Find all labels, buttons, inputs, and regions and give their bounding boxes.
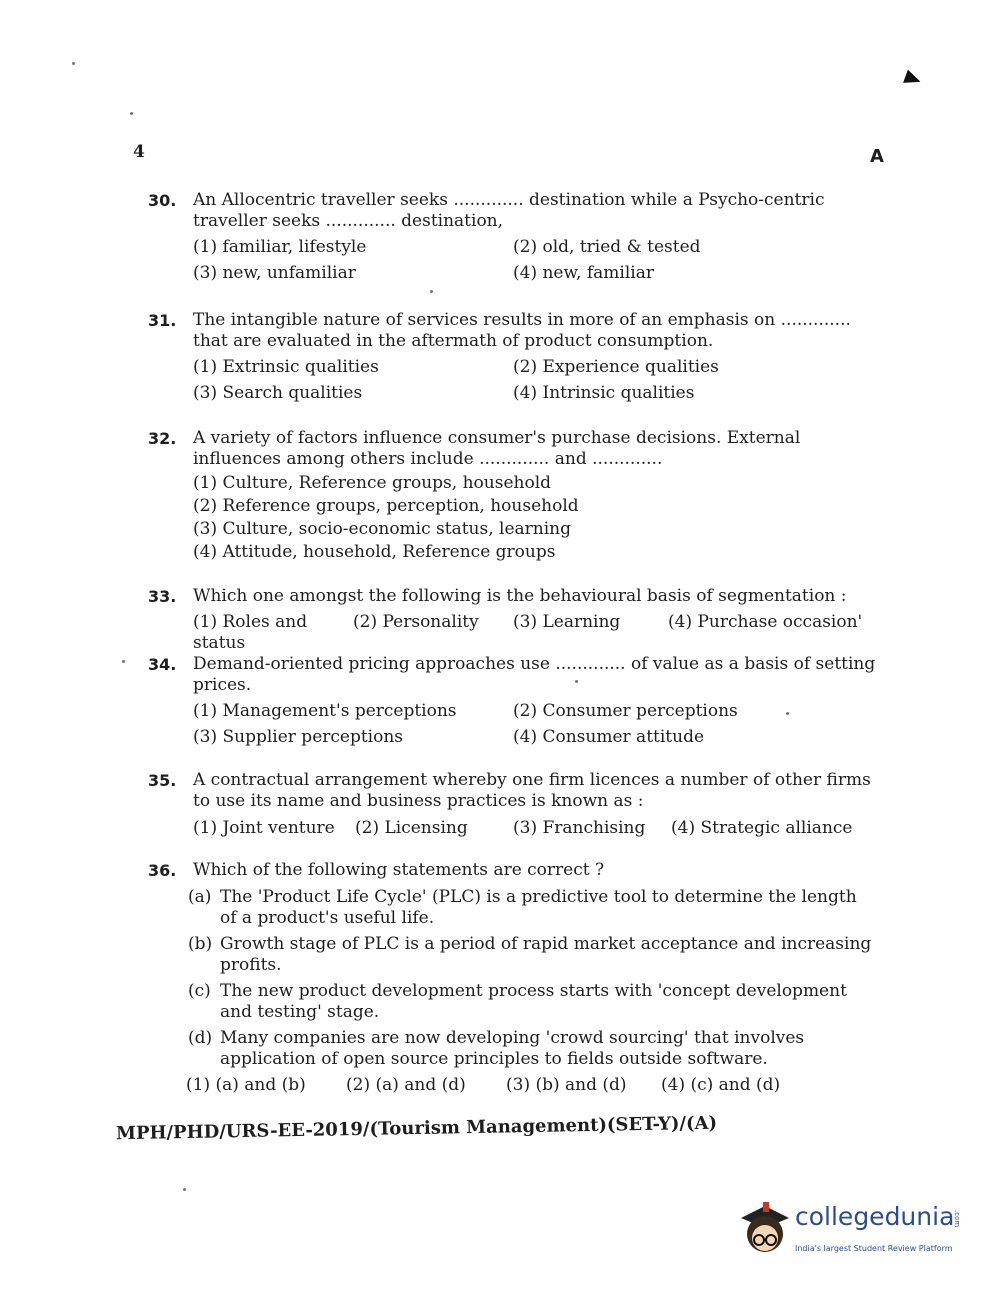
option-1: (1) Management's perceptions bbox=[193, 701, 457, 721]
question-number: 35. bbox=[148, 771, 177, 790]
exam-code-footer: MPH/PHD/URS-EE-2019/(Tourism Management)(SET-Y)/(A) bbox=[115, 1112, 718, 1145]
question-number: 36. bbox=[148, 861, 177, 880]
statement-label: (b) bbox=[188, 934, 213, 954]
statement-text: Growth stage of PLC is a period of rapid market acceptance and increasing profits. bbox=[220, 934, 872, 975]
options bbox=[193, 357, 876, 404]
statement-text: Many companies are now developing 'crowd sourcing' that involves application of open source principles to fields outside software. bbox=[220, 1028, 805, 1069]
option-2: (2) Experience qualities bbox=[513, 357, 719, 377]
question-stem: A contractual arrangement whereby one firm licences a number of other firms to use its name and business practices is known as : bbox=[193, 770, 871, 811]
question-stem: Demand-oriented pricing approaches use ............. of value as a basis of setting prices. bbox=[193, 654, 876, 695]
option-3: (3) Learning bbox=[513, 612, 621, 632]
question-stem: A variety of factors influence consumer's purchase decisions. External influences among others include ............. and ............. bbox=[193, 428, 801, 469]
option-4: (4) Consumer attitude bbox=[513, 727, 705, 747]
option-4: (4) Attitude, household, Reference groups bbox=[193, 542, 556, 562]
brand-tagline: India's largest Student Review Platform bbox=[795, 1244, 953, 1253]
statement-c bbox=[188, 981, 876, 1023]
statement-b bbox=[188, 934, 876, 976]
option-1: (1) familiar, lifestyle bbox=[193, 237, 367, 257]
option-4: (4) (c) and (d) bbox=[661, 1075, 781, 1095]
statement-label: (c) bbox=[188, 981, 211, 1001]
option-2: (2) Reference groups, perception, household bbox=[193, 496, 579, 516]
question-35 bbox=[148, 770, 876, 839]
question-stem: Which one amongst the following is the behavioural basis of segmentation : bbox=[193, 586, 847, 606]
question-number: 33. bbox=[148, 587, 177, 606]
statement-label: (a) bbox=[188, 887, 212, 907]
option-3: (3) Supplier perceptions bbox=[193, 727, 404, 747]
option-4: (4) Purchase occasion' bbox=[668, 612, 863, 632]
question-stem: Which of the following statements are correct ? bbox=[193, 860, 605, 880]
question-31 bbox=[148, 310, 876, 404]
option-1: (1) (a) and (b) bbox=[186, 1075, 306, 1095]
option-3: (3) (b) and (d) bbox=[506, 1075, 627, 1095]
question-number: 34. bbox=[148, 655, 177, 674]
question-32 bbox=[148, 428, 876, 565]
question-stem: The intangible nature of services results in more of an emphasis on ............. that are evaluated in the aftermath of product consumption. bbox=[193, 310, 851, 351]
options bbox=[193, 818, 876, 839]
collegedunia-watermark bbox=[735, 1198, 965, 1260]
options bbox=[193, 473, 876, 563]
statement-label: (d) bbox=[188, 1028, 213, 1048]
options bbox=[193, 701, 876, 748]
mascot-icon bbox=[735, 1198, 793, 1258]
option-2: (2) (a) and (d) bbox=[346, 1075, 466, 1095]
option-3: (3) Culture, socio-economic status, learning bbox=[193, 519, 572, 539]
statement-d bbox=[188, 1028, 876, 1070]
statements bbox=[188, 887, 876, 1070]
question-34 bbox=[148, 654, 876, 748]
option-2: (2) Licensing bbox=[355, 818, 468, 838]
question-36 bbox=[148, 860, 876, 1096]
question-number: 32. bbox=[148, 429, 177, 448]
question-number: 30. bbox=[148, 191, 177, 210]
option-1: (1) Extrinsic qualities bbox=[193, 357, 379, 377]
option-2: (2) Consumer perceptions bbox=[513, 701, 738, 721]
page-number: 4 bbox=[133, 142, 145, 162]
option-4: (4) new, familiar bbox=[513, 263, 654, 283]
set-label: A bbox=[870, 146, 884, 167]
brand-name: collegedunia bbox=[795, 1202, 955, 1231]
question-33 bbox=[148, 586, 876, 654]
option-3: (3) Search qualities bbox=[193, 383, 363, 403]
options bbox=[193, 612, 876, 654]
options bbox=[186, 1075, 876, 1096]
option-4: (4) Intrinsic qualities bbox=[513, 383, 695, 403]
options bbox=[193, 237, 876, 284]
option-2: (2) Personality bbox=[353, 612, 479, 632]
question-stem: An Allocentric traveller seeks ............. destination while a Psycho-centric traveller seeks ............. destination, bbox=[193, 190, 825, 231]
statement-text: The 'Product Life Cycle' (PLC) is a predictive tool to determine the length of a product's useful life. bbox=[220, 887, 857, 928]
brand-suffix: .com bbox=[953, 1210, 961, 1228]
corner-mark bbox=[903, 70, 923, 89]
question-number: 31. bbox=[148, 311, 177, 330]
option-3: (3) new, unfamiliar bbox=[193, 263, 356, 283]
option-1: (1) Culture, Reference groups, household bbox=[193, 473, 552, 493]
question-30 bbox=[148, 190, 876, 284]
option-4: (4) Strategic alliance bbox=[671, 818, 853, 838]
option-2: (2) old, tried & tested bbox=[513, 237, 701, 257]
option-1: (1) Roles and status bbox=[193, 612, 308, 653]
statement-a bbox=[188, 887, 876, 929]
option-3: (3) Franchising bbox=[513, 818, 646, 838]
statement-text: The new product development process starts with 'concept development and testing' stage. bbox=[220, 981, 847, 1022]
option-1: (1) Joint venture bbox=[193, 818, 335, 838]
